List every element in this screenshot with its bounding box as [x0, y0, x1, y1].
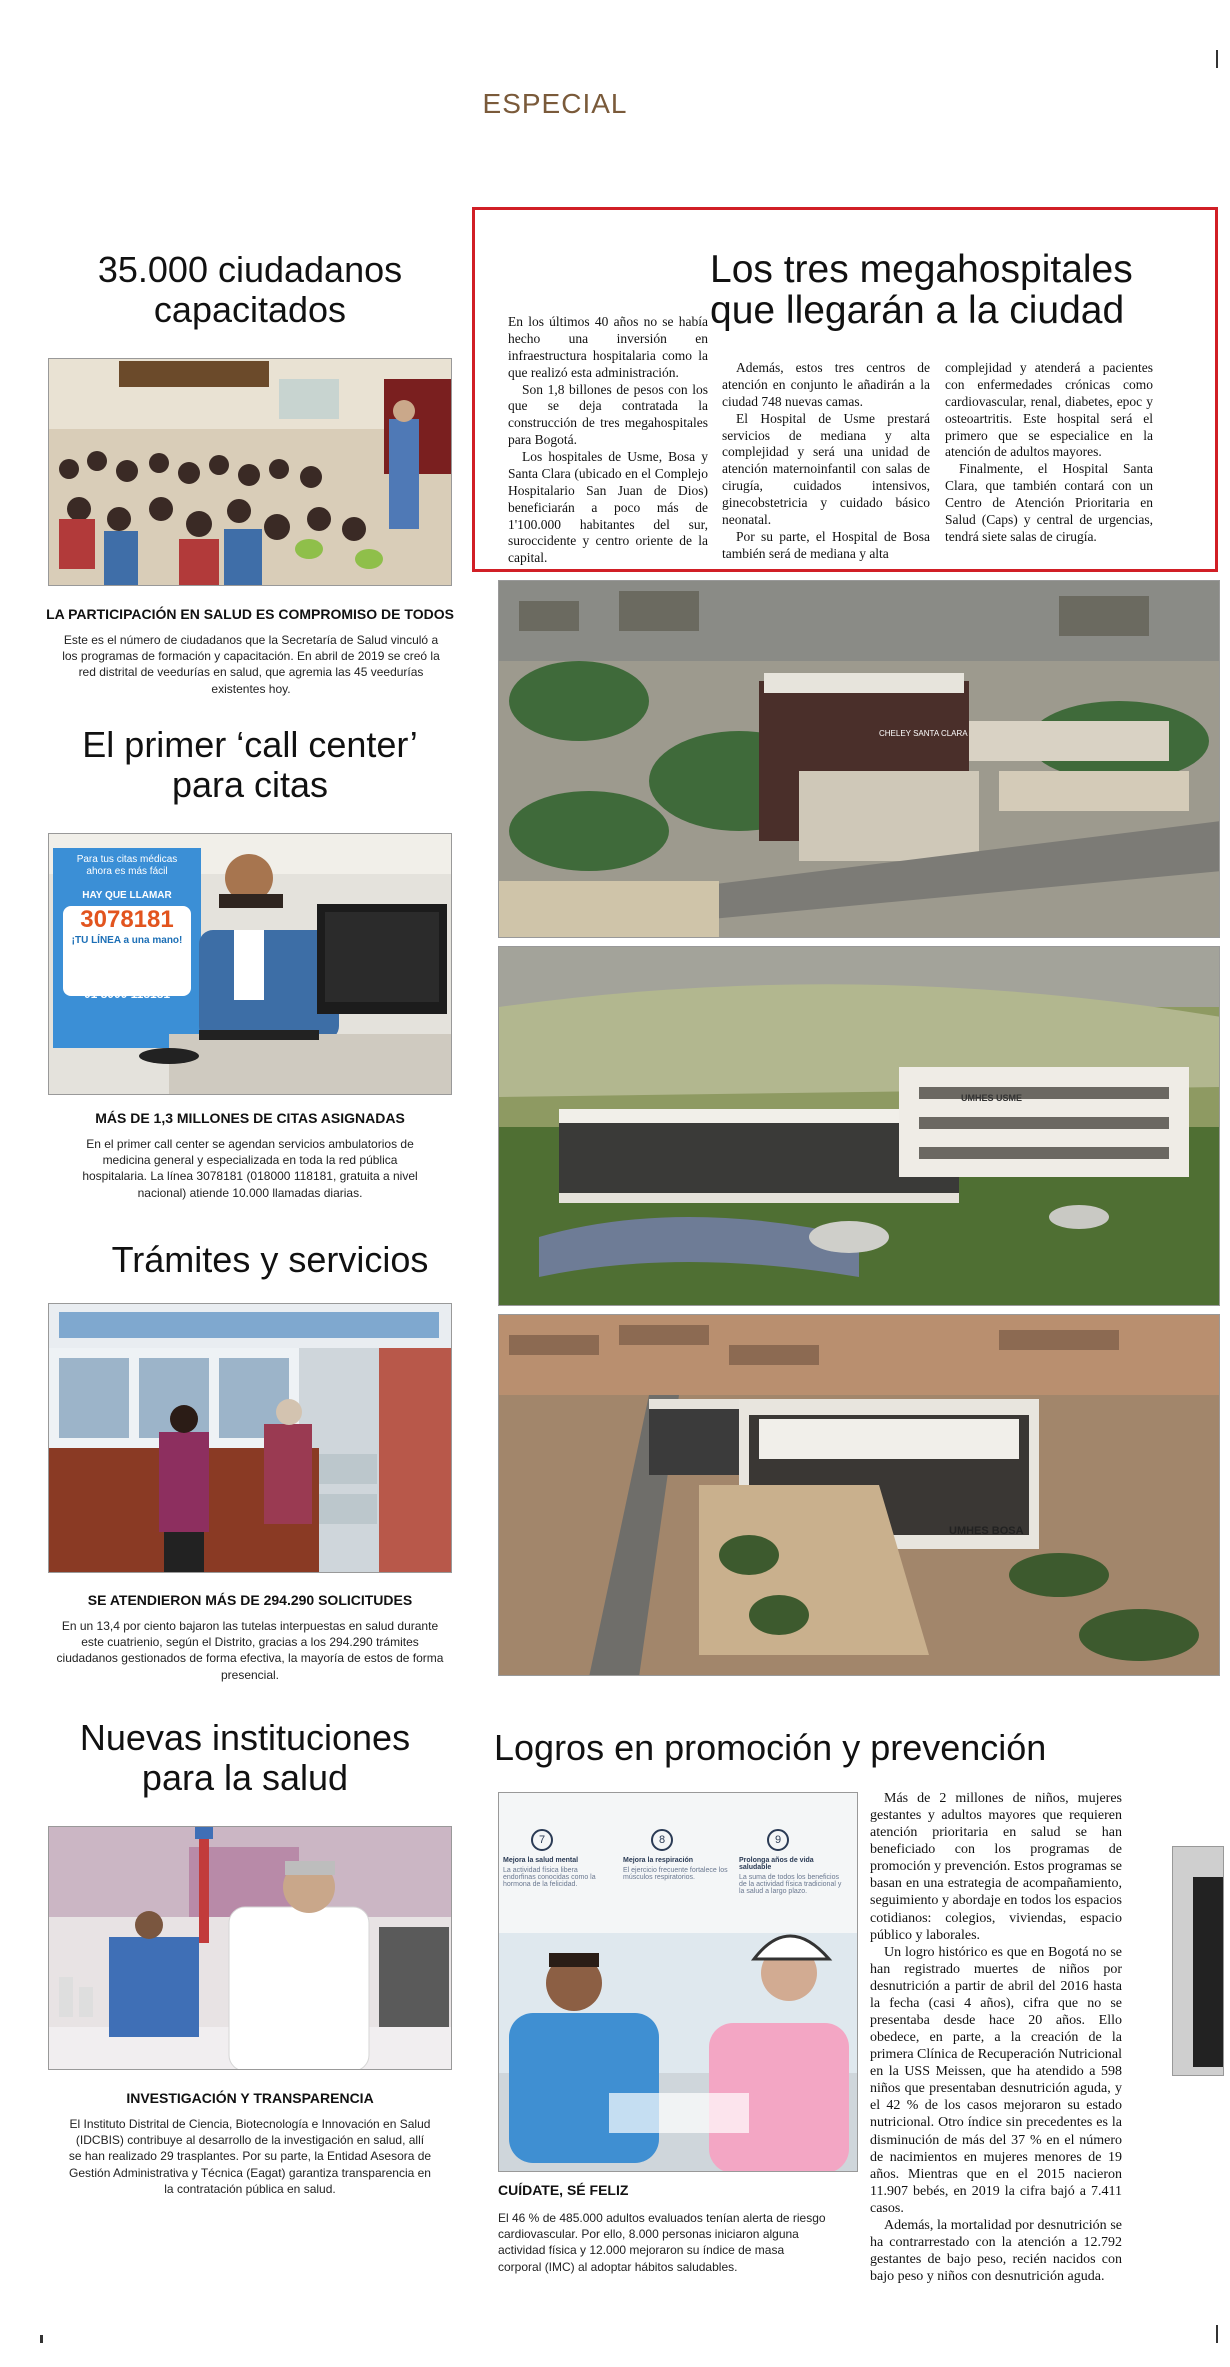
feature-column-2 [722, 360, 930, 563]
caption-title-investigacion: INVESTIGACIÓN Y TRANSPARENCIA [126, 2090, 374, 2106]
render-santa-clara [498, 580, 1220, 938]
section-label: ESPECIAL [482, 88, 628, 119]
infographic-text: La suma de todos los beneficios de la actividad física tradicional y la salud a largo plazo. [739, 1874, 842, 1895]
promo-paragraph: Más de 2 millones de niños, mujeres gestantes y adultos mayores que requieren atención prioritaria en salud se han beneficiado con los programas de promoción y prevención. Estos programas se basan en una estrategia de acompañamiento, seguimiento y abordaje en todos los espacios cotidianos: colegios, viviendas, espacio público y laborales. [870, 1791, 1122, 1943]
caption-title-solicitudes: SE ATENDIERON MÁS DE 294.290 SOLICITUDES [87, 1592, 413, 1608]
feature-paragraph: Por su parte, el Hospital de Bosa también será de mediana y alta [722, 528, 930, 561]
caption-text-cuidate: El 46 % de 485.000 adultos evaluados tenían alerta de riesgo cardiovascular. Por ello, 8.000 personas iniciaron alguna actividad física y 12.000 mejoraron su índice de masa corporal (IMC) al adoptar hábitos saludables. [498, 2211, 826, 2274]
infographic-number-icon: 9 [767, 1829, 789, 1851]
poster-line: Para tus citas médicas [76, 854, 178, 865]
infographic-item [735, 1829, 845, 1895]
infographic-title: Prolonga años de vida saludable [739, 1857, 814, 1871]
adjacent-page-photo [1172, 1846, 1224, 2076]
caption-title-participacion: LA PARTICIPACIÓN EN SALUD ES COMPROMISO DE TODOS [46, 606, 454, 622]
poster-line: HAY QUE LLAMAR [82, 890, 172, 901]
poster-line: 01 8000 118181 [83, 986, 171, 1001]
photo-call-center [48, 833, 452, 1095]
feature-column-3 [945, 360, 1153, 546]
render-usme [498, 946, 1220, 1306]
edge-mark [1216, 2325, 1218, 2343]
promo-paragraph: Un logro histórico es que en Bogotá no se han registrado muertes de niños por desnutrición a partir de abril del 2016 hasta la fecha (casi 4 años), cifra que no se presentaba desde hace 20 años. Ello obedece, en parte, a la creación de la primera Clínica de Recuperación Nutricional en la USS Meissen, que ha atendido a 598 niños que presentaban desnutrición aguda, y el 42 % de los casos mejoraron su estado nutricional. Otro índice sin precedentes es la disminución de más del 37 % en el número de nacimientos en mujeres menores de 19 años. Mientras que en el 2015 nacieron 11.907 bebés, en 2019 la cifra bajó a 7.411 casos. [870, 1944, 1122, 2216]
caption-title-citas: MÁS DE 1,3 MILLONES DE CITAS ASIGNADAS [95, 1110, 405, 1126]
infographic-item [499, 1829, 609, 1888]
promo-paragraph: Además, la mortalidad por desnutrición se ha contrarrestado con la atención a 12.792 gestantes de bajo peso, recién nacidos con bajo peso y niños con desnutrición aguda. [870, 2217, 1122, 2285]
photo-laboratorio [48, 1826, 452, 2070]
caption-text-participacion: Este es el número de ciudadanos que la Secretaría de Salud vinculó a los programas de formación y capacitación. En abril de 2019 se creó la red distrital de veedurías en salud, que agremia las 45 veedurías existentes hoy. [62, 633, 440, 696]
poster-phone: 3078181 [80, 906, 174, 933]
feature-paragraph: Además, estos tres centros de atención en conjunto le añadirán a la ciudad 748 nuevas camas. [722, 360, 930, 409]
caption-text-solicitudes: En un 13,4 por ciento bajaron las tutelas interpuestas en salud durante este cuatrienio, según el Distrito, gracias a los 294.290 trámites ciudadanos gestionados de forma efectiva, la mayoría de estos de forma presencial. [56, 1619, 444, 1682]
feature-paragraph: complejidad y atenderá a pacientes con enfermedades crónicas como cardiovascular, renal, diabetes, epoc y osteoartritis. Este hospital será el primero que se especialice en la atención de adultos mayores. [945, 360, 1153, 460]
callcenter-poster [57, 854, 197, 1001]
caption-text-investigacion: El Instituto Distrital de Ciencia, Biotecnología e Innovación en Salud (IDCBIS) contribuye al desarrollo de la investigación en salud, allí se han realizado 29 trasplantes. Por su parte, la Entidad Asesora de Gestión Administrativa y Técnica (Eagat) garantiza transparencia en la contratación pública en salud. [68, 2117, 432, 2196]
infographic-text: La actividad física libera endorfinas conocidas como la hormona de la felicidad. [503, 1867, 596, 1888]
headline-tramites: Trámites y servicios [111, 1239, 429, 1280]
headline-call-center: El primer ‘call center’ para citas [82, 724, 418, 805]
edge-mark [1216, 50, 1218, 68]
photo-cuidate [498, 1792, 858, 2172]
render-label-bosa: UMHES BOSA [949, 1525, 1024, 1537]
render-bosa [498, 1314, 1220, 1676]
poster-line: ahora es más fácil [86, 866, 168, 877]
infographic-item [619, 1829, 729, 1881]
infographic-text: El ejercicio frecuente fortalece los músculos respiratorios. [623, 1867, 728, 1881]
feature-paragraph: Finalmente, el Hospital Santa Clara, que también contará con un Centro de Atención Prioritaria en Salud (Caps) y central de urgencias, tendrá siete salas de cirugía. [945, 461, 1153, 544]
headline-megahospitales: Los tres megahospitales que llegarán a la ciudad [710, 248, 1133, 332]
infographic-number-icon: 7 [531, 1829, 553, 1851]
infographic-number-icon: 8 [651, 1829, 673, 1851]
photo-auditorium [48, 358, 452, 586]
feature-paragraph: En los últimos 40 años no se había hecho una inversión en infraestructura hospitalaria como la que realizó esta administración. [508, 314, 708, 380]
infographic-title: Mejora la respiración [623, 1857, 694, 1864]
render-label-santa-clara: CHELEY SANTA CLARA [879, 729, 968, 738]
feature-paragraph: Son 1,8 billones de pesos con los que se deja contratada la construcción de tres megahospitales para Bogotá. [508, 381, 708, 448]
infographic-title: Mejora la salud mental [503, 1857, 579, 1864]
headline-ciudadanos: 35.000 ciudadanos capacitados [97, 249, 403, 330]
promo-body [870, 1790, 1122, 2285]
caption-text-citas: En el primer call center se agendan servicios ambulatorios de medicina general y especializada en toda la red pública hospitalaria. La línea 3078181 (018000 118181, gratuita a nivel nacional) atiende 10.000 llamadas diarias. [82, 1137, 418, 1200]
feature-paragraph: Los hospitales de Usme, Bosa y Santa Clara (ubicado en el Complejo Hospitalario San Juan de Dios) beneficiarán a poco más de 1'100.000 habitantes del sur, suroccidente y centro oriente de la capital. [508, 449, 708, 566]
poster-line: ¡TU LÍNEA a una mano! [71, 934, 183, 946]
caption-title-cuidate: CUÍDATE, SÉ FELIZ [498, 2182, 629, 2198]
feature-paragraph: El Hospital de Usme prestará servicios de mediana y alta complejidad y será una unidad de atención maternoinfantil con salas de cirugía, cuidados intensivos, ginecobstetricia y cuidado básico neonatal. [722, 410, 930, 527]
feature-column-1 [508, 314, 708, 567]
headline-instituciones: Nuevas instituciones para la salud [79, 1717, 411, 1798]
edge-mark [40, 2335, 43, 2343]
headline-promocion: Logros en promoción y prevención [494, 1727, 1047, 1768]
photo-tramites [48, 1303, 452, 1573]
render-label-usme: UMHES USME [961, 1093, 1023, 1103]
